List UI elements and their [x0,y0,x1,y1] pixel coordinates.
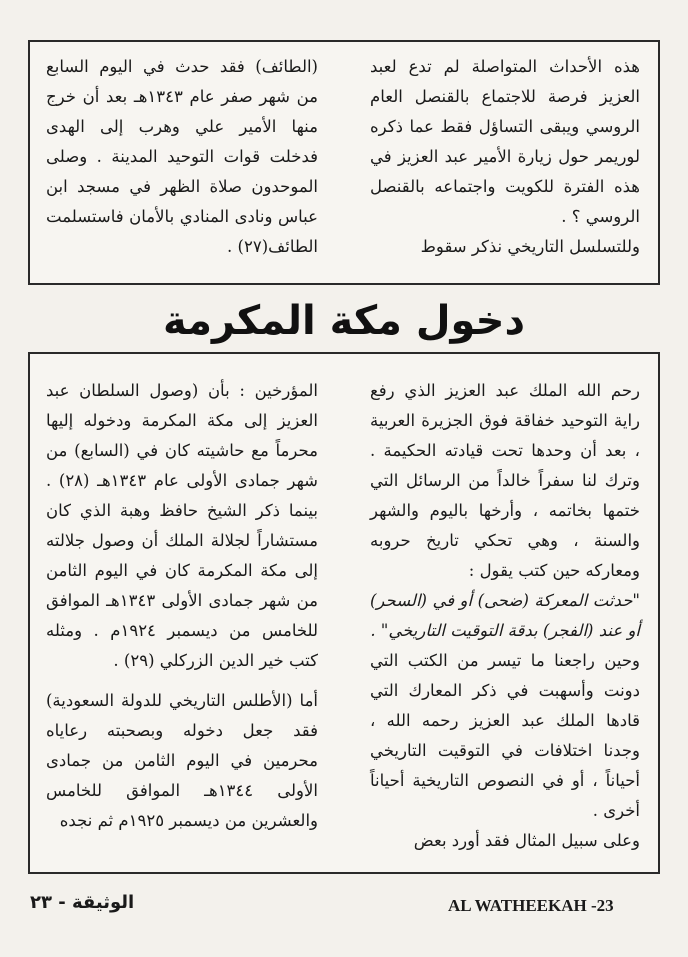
paragraph: أما (الأطلس التاريخي للدولة السعودية) فقد جعل دخوله وبصحبته رعاياه محرمين في اليوم الثامن من جمادى الأولى ١٣٤٤هـ الموافق للخامس والعشرين من ديسمبر ١٩٢٥م ثم نجده [46,691,318,830]
bottom-right-column [370,376,640,856]
footer-english: AL WATHEEKAH -23 [448,896,614,915]
quote-paragraph: "حدثت المعركة (ضحى) أو في (السحر) أو عند (الفجر) بدقة التوقيت التاريخي" . [370,591,640,640]
top-left-column [46,52,318,262]
footer-arabic: الوثيقة - ٢٣ [30,892,135,913]
section-heading: دخول مكة المكرمة [163,298,525,344]
top-right-column [370,52,640,262]
paragraph: هذه الأحداث المتواصلة لم تدع لعبد العزيز فرصة للاجتماع بالقنصل العام الروسي ويبقى التساؤل فقط عما ذكره لوريمر حول زيارة الأمير عبد العزيز في هذه الفترة للكويت واجتماعه بالقنصل الروسي ؟ . [370,57,640,226]
paragraph: وعلى سبيل المثال فقد أورد بعض [413,831,640,850]
paragraph: (الطائف) فقد حدث في اليوم السابع من شهر صفر عام ١٣٤٣هـ بعد أن خرج منها الأمير علي وهرب إلى الهدى فدخلت قوات التوحيد المدينة . وصلى الموحدون صلاة الظهر في مسجد ابن عباس ونادى المنادي بالأمان فاستسلمت الطائف(٢٧) . [46,57,319,256]
paragraph: وللتسلسل التاريخي نذكر سقوط [420,237,640,256]
bottom-left-column [46,376,318,836]
paragraph: المؤرخين : بأن (وصول السلطان عبد العزيز إلى مكة المكرمة ودخوله إليها محرماً مع حاشيته كان في (السابع) من شهر جمادى الأولى عام ١٣٤٣هـ (٢٨) . بينما ذكر الشيخ حافظ وهبة الذي كان مستشاراً لجلالة الملك أن وصول جلالته إلى مكة المكرمة كان في اليوم الثامن من شهر جمادى الأولى ١٣٤٣هـ الموافق للخامس من ديسمبر ١٩٢٤م . ومثله كتب خير الدين الزركلي (٢٩) . [46,381,319,670]
paragraph: وحين راجعنا ما تيسر من الكتب التي دونت وأسهبت في ذكر المعارك التي قادها الملك عبد العزيز رحمه الله ، وجدنا اختلافات في التوقيت التاريخي أحياناً ، أو في النصوص التاريخية أحياناً أخرى . [370,651,640,820]
paragraph: رحم الله الملك عبد العزيز الذي رفع راية التوحيد خفاقة فوق الجزيرة العربية ، بعد أن وحدها تحت قيادته الحكيمة . وترك لنا سفراً خالداً من الرسائل التي ختمها بخاتمه ، وأرخها باليوم والشهر والسنة ، وهي تحكي تاريخ حروبه ومعاركه حين كتب يقول : [370,381,640,580]
